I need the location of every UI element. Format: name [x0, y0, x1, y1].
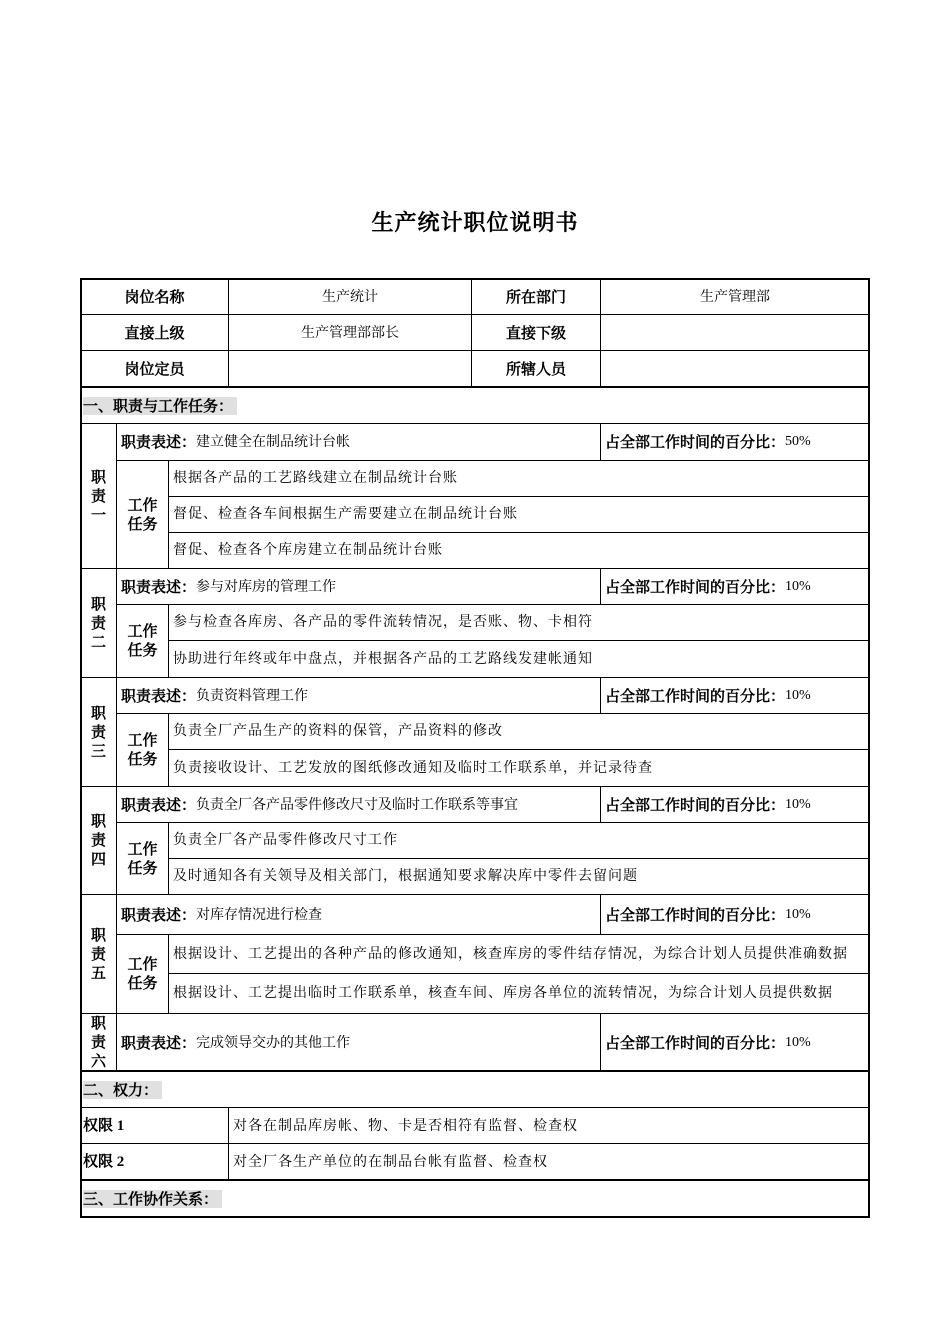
section-2-title: 二、权力： [81, 1072, 869, 1107]
department-label: 所在部门 [505, 288, 566, 306]
page-title: 生产统计职位说明书 [371, 211, 579, 236]
section-1-title: 一、职责与工作任务： [81, 389, 869, 423]
duty-1-name: 职责一 [90, 467, 106, 524]
duty-5-name: 职责五 [90, 925, 106, 982]
position-name-label: 岗位名称 [124, 288, 185, 306]
authority-1-label: 权限 1 [83, 1117, 125, 1134]
duty-1-task-3: 督促、检查各个库房建立在制品统计台账 [173, 542, 443, 558]
duty-3-name: 职责三 [90, 703, 106, 760]
department-value: 生产管理部 [700, 289, 770, 305]
duty-2-task-2: 协助进行年终或年中盘点，并根据各产品的工艺路线发建帐通知 [173, 650, 593, 667]
duty-1-tasks-label: 工作任务 [127, 495, 158, 533]
duty-3-task-1: 负责全厂产品生产的资料的保管，产品资料的修改 [173, 723, 503, 739]
duty-5-task-1: 根据设计、工艺提出的各种产品的修改通知，核查库房的零件结存情况，为综合计划人员提供准确数据 [173, 945, 848, 962]
duty-2-task-1: 参与检查各库房、各产品的零件流转情况，是否账、物、卡相符 [173, 614, 593, 630]
duty-4-task-1: 负责全厂各产品零件修改尺寸工作 [173, 832, 398, 848]
managed-value [601, 351, 869, 386]
authority-2-text: 对全厂各生产单位的在制品台帐有监督、检查权 [233, 1153, 548, 1170]
duty-4-task-2: 及时通知各有关领导及相关部门，根据通知要求解决库中零件去留问题 [173, 868, 638, 884]
duty-5-task-2: 根据设计、工艺提出临时工作联系单，核查车间、库房各单位的流转情况，为综合计划人员提供数据 [173, 985, 833, 1001]
duty-5-desc: 职责表述： 对库存情况进行检查 [121, 905, 323, 924]
duty-2-name: 职责二 [90, 594, 106, 651]
authority-2-label: 权限 2 [83, 1153, 125, 1170]
headcount-value [229, 351, 471, 386]
subordinate-label: 直接下级 [505, 323, 566, 342]
superior-value: 生产管理部部长 [301, 324, 399, 341]
duty-2-desc: 职责表述： 参与对库房的管理工作 [121, 577, 337, 596]
duty-4-desc: 职责表述： 负责全厂各产品零件修改尺寸及临时工作联系等事宜 [121, 795, 519, 814]
duty-3-task-2: 负责接收设计、工艺发放的图纸修改通知及临时工作联系单，并记录待查 [173, 759, 653, 776]
duty-1-task-2: 督促、检查各车间根据生产需要建立在制品统计台账 [173, 506, 518, 522]
duty-4-percentage: 占全部工作时间的百分比： 10% [605, 795, 811, 814]
duty-4-name: 职责四 [90, 812, 106, 868]
headcount-label: 岗位定员 [124, 359, 185, 378]
subordinate-value [601, 315, 869, 350]
duty-1-percentage: 占全部工作时间的百分比： 50% [605, 433, 811, 451]
duty-5-tasks-label: 工作任务 [127, 955, 158, 992]
duty-3-desc: 职责表述： 负责资料管理工作 [121, 686, 309, 705]
duty-2-percentage: 占全部工作时间的百分比： 10% [605, 577, 811, 596]
section-3-title: 三、工作协作关系： [81, 1181, 869, 1216]
duty-3-tasks-label: 工作任务 [127, 731, 158, 768]
superior-label: 直接上级 [124, 323, 185, 342]
duty-5-percentage: 占全部工作时间的百分比： 10% [605, 905, 811, 924]
duty-3-percentage: 占全部工作时间的百分比： 10% [605, 686, 811, 705]
duty-1-task-1: 根据各产品的工艺路线建立在制品统计台账 [173, 470, 458, 486]
duty-2-tasks-label: 工作任务 [127, 622, 158, 659]
duty-6-desc: 职责表述： 完成领导交办的其他工作 [121, 1033, 351, 1052]
position-name-value: 生产统计 [322, 289, 378, 305]
authority-1-text: 对各在制品库房帐、物、卡是否相符有监督、检查权 [233, 1117, 578, 1134]
duty-6-name: 职责六 [90, 1014, 106, 1070]
managed-label: 所辖人员 [505, 359, 566, 378]
duty-6-percentage: 占全部工作时间的百分比： 10% [605, 1033, 811, 1052]
duty-1-desc: 职责表述： 建立健全在制品统计台帐 [121, 433, 351, 451]
duty-4-tasks-label: 工作任务 [127, 839, 158, 877]
